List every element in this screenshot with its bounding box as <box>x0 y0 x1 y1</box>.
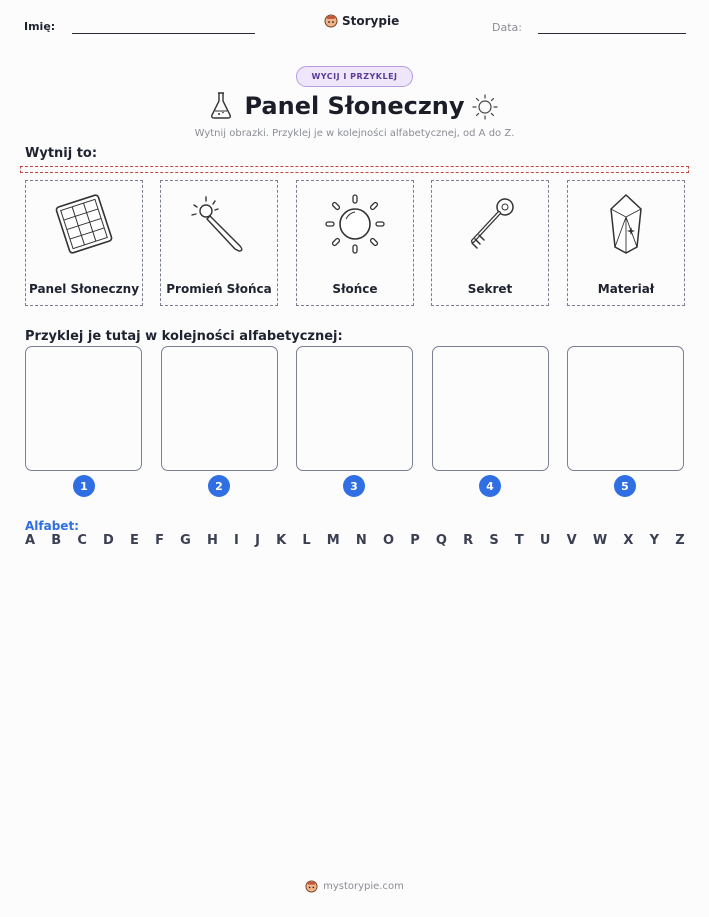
sun-decor-icon <box>470 92 500 122</box>
alphabet-letter: U <box>539 533 551 548</box>
sun-icon <box>320 191 390 257</box>
slot-number-3: 3 <box>343 475 365 497</box>
cut-card-material[interactable] <box>567 180 685 306</box>
alphabet-letter: N <box>355 533 367 548</box>
cut-card-slonce[interactable] <box>296 180 414 306</box>
paste-heading: Przyklej je tutaj w kolejności alfabetycznej: <box>25 329 343 344</box>
storypie-mascot-icon <box>305 880 318 893</box>
paste-slot-2[interactable] <box>161 346 278 471</box>
date-field-line[interactable] <box>538 33 686 34</box>
alphabet-letter: K <box>276 533 287 548</box>
card-label: Promień Słońca <box>166 282 272 296</box>
alphabet-letter: Y <box>649 533 660 548</box>
slot-number-4: 4 <box>479 475 501 497</box>
crystal-icon <box>591 191 661 257</box>
brand-logo <box>324 14 399 28</box>
alphabet-letter: I <box>234 533 239 548</box>
alphabet-letter: S <box>489 533 499 548</box>
alphabet-letter: O <box>382 533 395 548</box>
alphabet-letter: W <box>592 533 608 548</box>
cut-card-promien-slonca[interactable] <box>160 180 278 306</box>
cut-card-sekret[interactable] <box>431 180 549 306</box>
key-icon <box>455 191 525 257</box>
paste-slot-1[interactable] <box>25 346 142 471</box>
page-title: Panel Słoneczny <box>244 92 465 120</box>
name-field-line[interactable] <box>72 33 255 34</box>
alphabet-letter: R <box>463 533 474 548</box>
brand-name: Storypie <box>342 14 400 28</box>
cut-heading: Wytnij to: <box>25 146 98 161</box>
alphabet-letter: A <box>25 533 36 548</box>
storypie-mascot-icon <box>324 14 338 28</box>
alphabet-letter: Q <box>435 533 447 548</box>
alphabet-letter: B <box>51 533 62 548</box>
paste-slot-5[interactable] <box>567 346 684 471</box>
alphabet-letter: H <box>206 533 218 548</box>
alphabet-letter: E <box>130 533 139 548</box>
alphabet-row <box>25 533 685 548</box>
card-label: Materiał <box>597 282 655 296</box>
alphabet-letter: G <box>180 533 191 548</box>
instructions: Wytnij obrazki. Przyklej je w kolejności alfabetycznej, od A do Z. <box>194 128 515 139</box>
alphabet-letter: M <box>326 533 340 548</box>
cut-line <box>20 166 689 173</box>
footer <box>0 880 709 893</box>
name-label: Imię: <box>24 20 56 33</box>
card-label: Panel Słoneczny <box>28 282 140 296</box>
activity-tag: WYCIJ I PRZYKLEJ <box>296 66 413 87</box>
solar-panel-icon <box>49 191 119 257</box>
alphabet-letter: V <box>566 533 577 548</box>
card-label: Sekret <box>467 282 513 296</box>
footer-url[interactable]: mystorypie.com <box>323 881 404 892</box>
slot-number-2: 2 <box>208 475 230 497</box>
alphabet-letter: D <box>103 533 114 548</box>
alphabet-letter: F <box>155 533 164 548</box>
alphabet-letter: L <box>302 533 311 548</box>
alphabet-letter: P <box>410 533 420 548</box>
sunbeam-wand-icon <box>184 191 254 257</box>
slot-number-5: 5 <box>614 475 636 497</box>
date-label: Data: <box>492 21 522 34</box>
paste-slot-3[interactable] <box>296 346 413 471</box>
alphabet-letter: T <box>514 533 524 548</box>
card-label: Słońce <box>332 282 378 296</box>
alphabet-title: Alfabet: <box>25 519 79 533</box>
slot-number-1: 1 <box>73 475 95 497</box>
alphabet-letter: C <box>77 533 87 548</box>
alphabet-letter: Z <box>675 533 685 548</box>
alphabet-letter: J <box>255 533 260 548</box>
alphabet-letter: X <box>623 533 634 548</box>
cut-card-panel-sloneczny[interactable] <box>25 180 143 306</box>
paste-slot-4[interactable] <box>432 346 549 471</box>
